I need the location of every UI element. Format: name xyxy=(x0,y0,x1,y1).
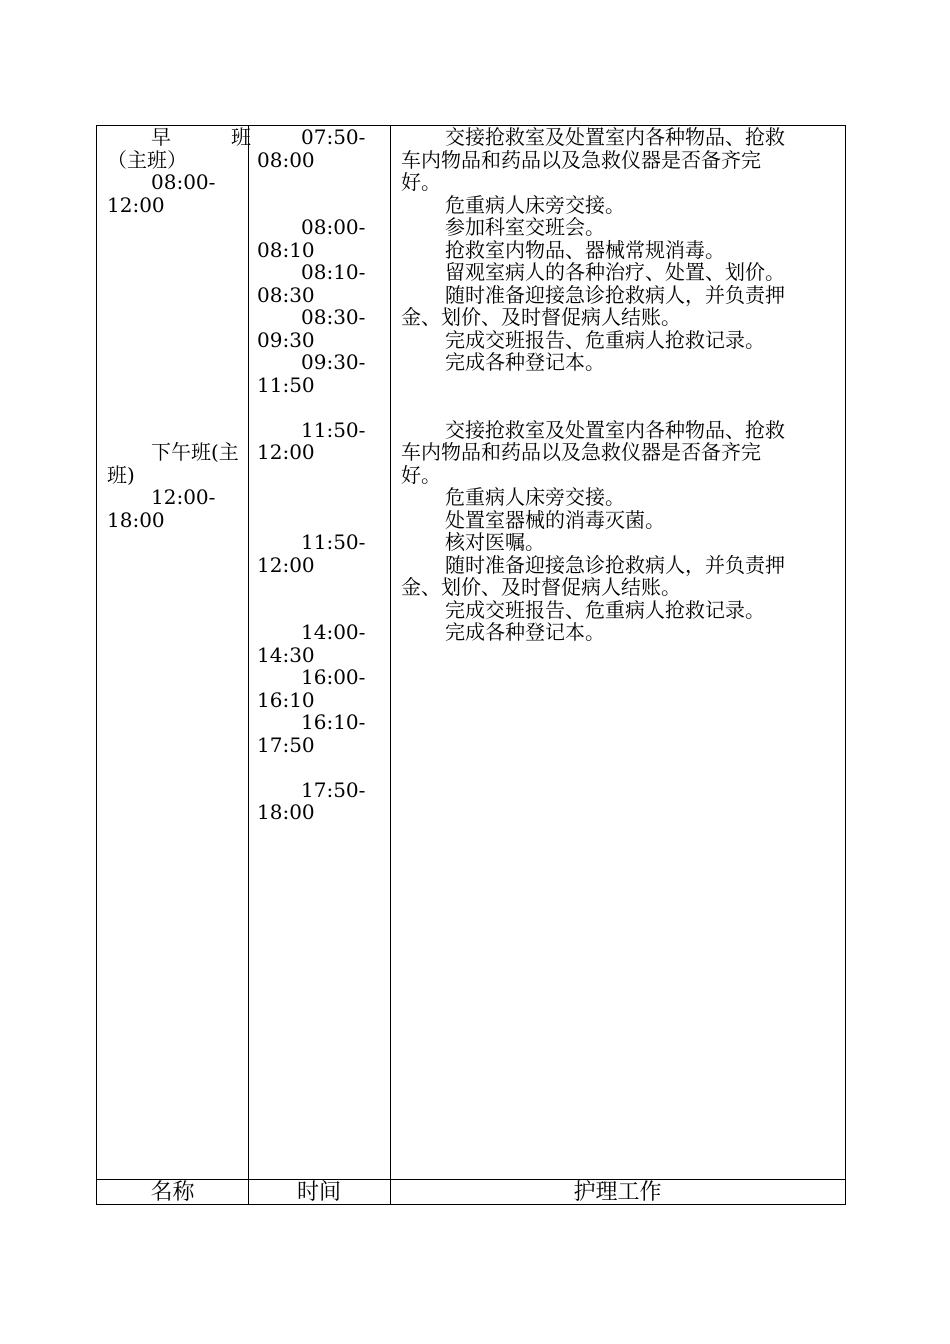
duty-line: 危重病人床旁交接。 xyxy=(445,192,625,217)
duty-line: 核对医嘱。 xyxy=(445,530,545,554)
time-start: 11:50- xyxy=(301,530,366,554)
duty-line: 留观室病人的各种治疗、处置、划价。 xyxy=(445,260,785,284)
time-start: 08:30- xyxy=(301,305,366,329)
shift-hours-end: 18:00 xyxy=(107,507,165,532)
duty-line: 车内物品和药品以及急救仪器是否备齐完 xyxy=(401,440,761,464)
shift-name-morning: 早 班 xyxy=(151,125,251,149)
shift-name-afternoon-sub: 班) xyxy=(107,462,135,487)
time-end: 08:00 xyxy=(257,147,315,172)
duty-line: 交接抢救室及处置室内各种物品、抢救 xyxy=(445,417,785,442)
time-start: 11:50- xyxy=(301,417,366,442)
shift-hours-end: 12:00 xyxy=(107,192,165,217)
duty-line: 好。 xyxy=(401,462,441,487)
duty-line: 车内物品和药品以及急救仪器是否备齐完 xyxy=(401,147,761,172)
column-divider xyxy=(390,126,391,1204)
time-start: 16:10- xyxy=(301,710,366,734)
shift-hours-start: 12:00- xyxy=(151,485,216,509)
time-end: 12:00 xyxy=(257,440,315,464)
duty-line: 金、划价、及时督促病人结账。 xyxy=(401,305,681,329)
column-divider xyxy=(248,126,249,1204)
shift-name-afternoon: 下午班(主 xyxy=(151,440,239,464)
time-end: 08:10 xyxy=(257,237,315,262)
duty-line: 处置室器械的消毒灭菌。 xyxy=(445,507,665,532)
nursing-schedule-table xyxy=(96,125,846,1205)
duty-line: 完成交班报告、危重病人抢救记录。 xyxy=(445,327,765,352)
column-header-work: 护理工作 xyxy=(573,1180,662,1205)
time-end: 11:50 xyxy=(257,372,315,397)
time-end: 18:00 xyxy=(257,800,315,824)
duty-line: 完成各种登记本。 xyxy=(445,350,605,374)
time-start: 14:00- xyxy=(301,620,366,644)
column-header-name: 名称 xyxy=(150,1180,195,1205)
duty-line: 危重病人床旁交接。 xyxy=(445,485,625,509)
time-start: 08:00- xyxy=(301,215,366,239)
time-start: 08:10- xyxy=(301,260,366,284)
column-header-time: 时间 xyxy=(296,1180,341,1205)
time-start: 17:50- xyxy=(301,777,366,802)
duty-line: 好。 xyxy=(401,170,441,194)
time-start: 09:30- xyxy=(301,350,366,374)
duty-line: 随时准备迎接急诊抢救病人，并负责押 xyxy=(445,282,785,307)
time-end: 16:10 xyxy=(257,687,315,712)
time-end: 14:30 xyxy=(257,642,315,667)
duty-line: 金、划价、及时督促病人结账。 xyxy=(401,575,681,599)
time-start: 07:50- xyxy=(301,125,366,149)
shift-hours-start: 08:00- xyxy=(151,170,216,194)
time-start: 16:00- xyxy=(301,665,366,689)
duty-line: 交接抢救室及处置室内各种物品、抢救 xyxy=(445,125,785,149)
shift-name-morning-sub: （主班） xyxy=(107,147,187,172)
duty-line: 完成交班报告、危重病人抢救记录。 xyxy=(445,597,765,622)
header-divider xyxy=(97,1179,845,1180)
duty-line: 随时准备迎接急诊抢救病人，并负责押 xyxy=(445,552,785,577)
time-end: 08:30 xyxy=(257,282,315,307)
duty-line: 抢救室内物品、器械常规消毒。 xyxy=(445,237,725,262)
time-end: 17:50 xyxy=(257,732,315,757)
duty-line: 完成各种登记本。 xyxy=(445,620,605,644)
duty-line: 参加科室交班会。 xyxy=(445,215,605,239)
time-end: 09:30 xyxy=(257,327,315,352)
time-end: 12:00 xyxy=(257,552,315,577)
